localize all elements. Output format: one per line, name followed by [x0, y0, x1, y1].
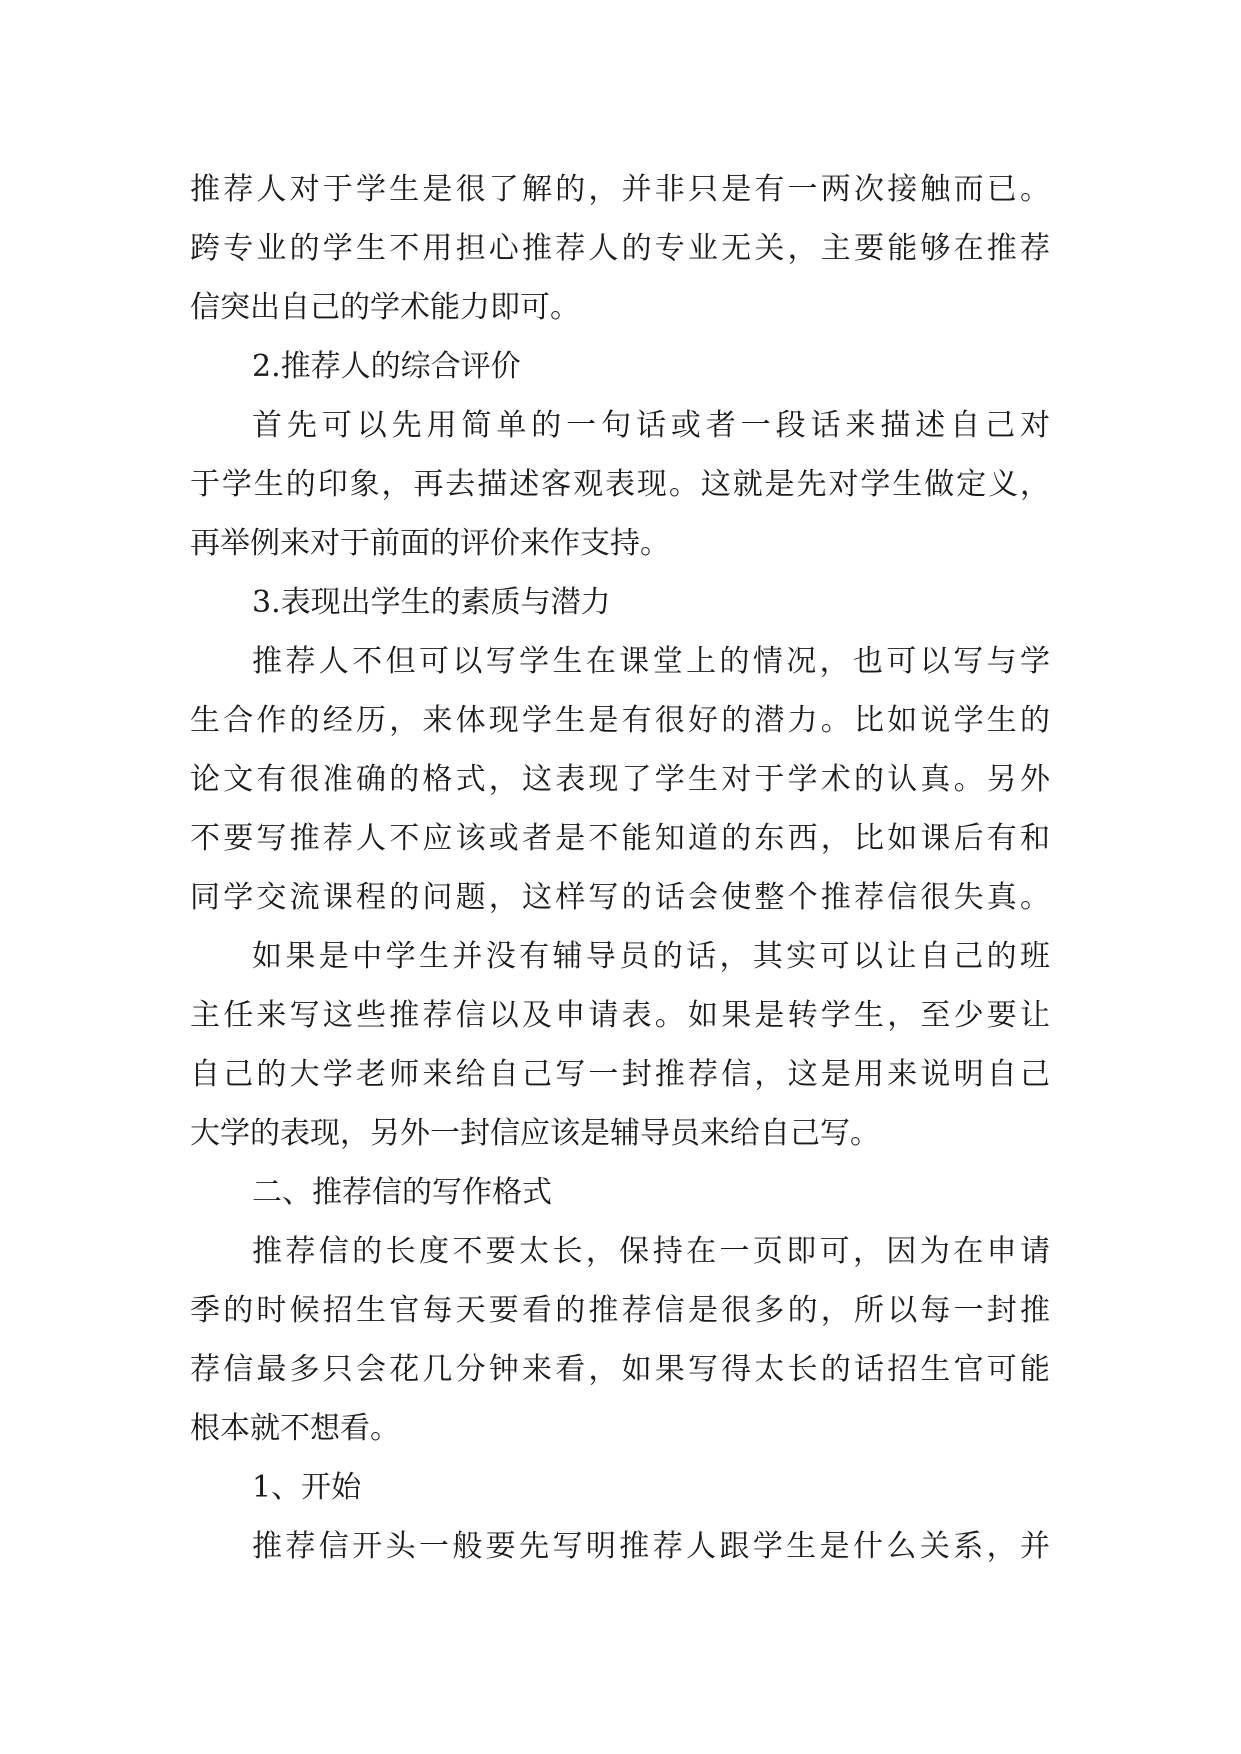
- paragraph-line: 推荐信开头一般要先写明推荐人跟学生是什么关系，并: [252, 1529, 1050, 1564]
- section-heading: 1、开始: [252, 1470, 362, 1505]
- paragraph-line: 大学的表现，另外一封信应该是辅导员来给自己写。: [190, 1116, 880, 1151]
- paragraph-line: 不要写推荐人不应该或者是不能知道的东西，比如课后有和: [190, 821, 1050, 856]
- paragraph-line: 于学生的印象，再去描述客观表现。这就是先对学生做定义，: [190, 467, 1050, 502]
- paragraph-line: 推荐人对于学生是很了解的，并非只是有一两次接触而已。: [190, 172, 1050, 207]
- paragraph-line: 荐信最多只会花几分钟来看，如果写得太长的话招生官可能: [190, 1352, 1050, 1387]
- paragraph-line: 首先可以先用简单的一句话或者一段话来描述自己对: [252, 408, 1050, 443]
- paragraph-line: 同学交流课程的问题，这样写的话会使整个推荐信很失真。: [190, 880, 1050, 915]
- paragraph-line: 信突出自己的学术能力即可。: [190, 290, 580, 325]
- paragraph-line: 季的时候招生官每天要看的推荐信是很多的，所以每一封推: [190, 1293, 1050, 1328]
- paragraph-line: 自己的大学老师来给自己写一封推荐信，这是用来说明自己: [190, 1057, 1050, 1092]
- paragraph-line: 再举例来对于前面的评价来作支持。: [190, 526, 670, 561]
- paragraph-line: 主任来写这些推荐信以及申请表。如果是转学生，至少要让: [190, 998, 1050, 1033]
- section-heading: 2.推荐人的综合评价: [252, 349, 521, 384]
- paragraph-line: 论文有很准确的格式，这表现了学生对于学术的认真。另外: [190, 762, 1050, 797]
- paragraph-line: 跨专业的学生不用担心推荐人的专业无关，主要能够在推荐: [190, 231, 1050, 266]
- document-body: [190, 160, 1050, 1576]
- paragraph-line: 如果是中学生并没有辅导员的话，其实可以让自己的班: [252, 939, 1050, 974]
- paragraph-line: 根本就不想看。: [190, 1411, 400, 1446]
- paragraph-line: 推荐信的长度不要太长，保持在一页即可，因为在申请: [252, 1234, 1050, 1269]
- section-heading: 二、推荐信的写作格式: [252, 1175, 552, 1210]
- section-heading: 3.表现出学生的素质与潜力: [252, 585, 611, 620]
- paragraph-line: 生合作的经历，来体现学生是有很好的潜力。比如说学生的: [190, 703, 1050, 738]
- paragraph-line: 推荐人不但可以写学生在课堂上的情况，也可以写与学: [252, 644, 1050, 679]
